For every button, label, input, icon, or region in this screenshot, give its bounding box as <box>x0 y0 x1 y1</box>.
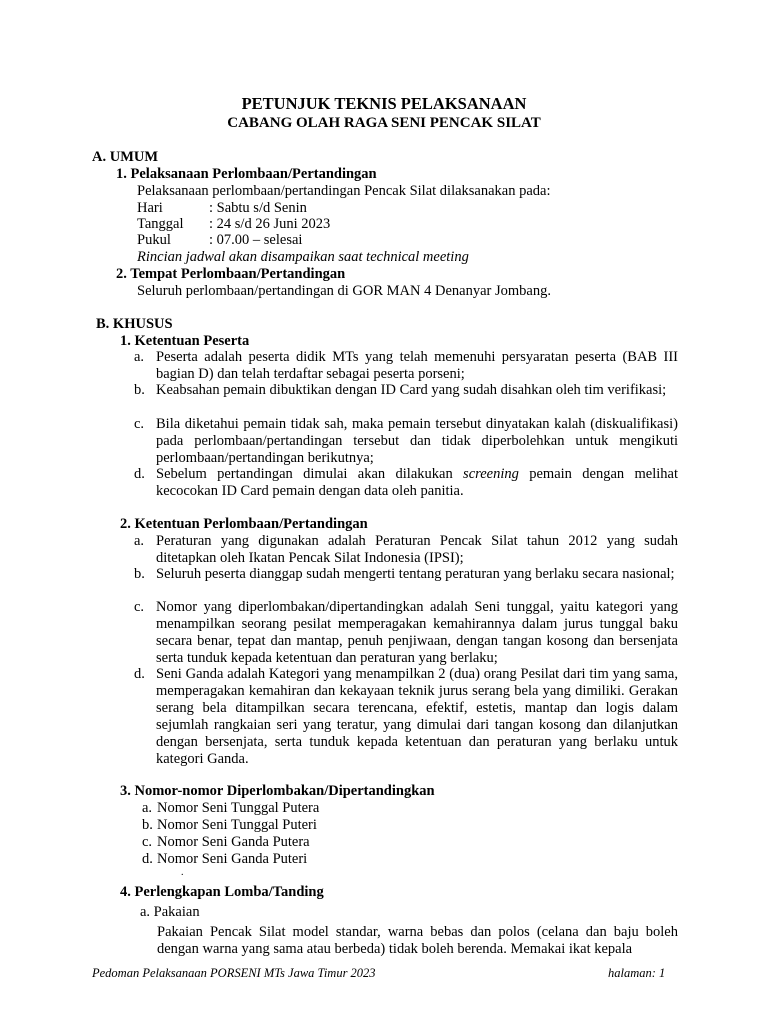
list-text-em: screening <box>463 466 519 482</box>
schedule-value: : 24 s/d 26 Juni 2023 <box>209 216 331 232</box>
document-title: PETUNJUK TEKNIS PELAKSANAAN <box>241 94 527 113</box>
schedule-note: Rincian jadwal akan disampaikan saat technical meeting <box>137 249 469 265</box>
list-text: Nomor yang diperlombakan/dipertandingkan adalah Seni tunggal, yaitu kategori yang menampilkan seorang pesilat memperagakan kemahirannya dalam jurus tunggal baku secara benar, tepat dan mantap, penuh penjiwaan, dengan tangan kosong dan bersenjata serta tunduk kepada ketentuan dan peraturan yang berlaku; <box>156 599 678 666</box>
section-b3-heading: 3. Nomor-nomor Diperlombakan/Dipertandingkan <box>120 783 435 799</box>
list-item <box>142 800 319 817</box>
list-text: Nomor Seni Ganda Putera <box>157 834 310 850</box>
list-text: Nomor Seni Ganda Puteri <box>157 851 308 867</box>
footer-left: Pedoman Pelaksanaan PORSENI MTs Jawa Timur 2023 <box>92 966 376 980</box>
list-marker: d. <box>134 466 145 482</box>
section-b4-text: Pakaian Pencak Silat model standar, warna bebas dan polos (celana dan baju boleh dengan warna yang sama atau berbeda) tidak boleh berenda. Memakai ikat kepala <box>157 924 678 957</box>
schedule-row-day <box>137 200 307 217</box>
section-a1-intro: Pelaksanaan perlombaan/pertandingan Pencak Silat dilaksanakan pada: <box>137 183 551 199</box>
section-b-heading: B. KHUSUS <box>96 316 173 332</box>
list-marker: a. <box>134 349 145 365</box>
list-item <box>134 533 678 567</box>
list-text <box>156 466 678 500</box>
list-item <box>134 566 678 583</box>
list-marker: b. <box>142 817 153 833</box>
list-marker: a. <box>134 533 145 549</box>
list-marker: a. <box>142 800 153 816</box>
section-b4-heading: 4. Perlengkapan Lomba/Tanding <box>120 884 324 900</box>
stray-dot: . <box>181 867 184 878</box>
list-text: Peraturan yang digunakan adalah Peraturan Pencak Silat tahun 2012 yang sudah ditetapkan oleh Ikatan Pencak Silat Indonesia (IPSI); <box>156 533 678 566</box>
document-subtitle: CABANG OLAH RAGA SENI PENCAK SILAT <box>227 115 541 131</box>
schedule-value: : Sabtu s/d Senin <box>209 200 307 216</box>
list-item <box>134 666 678 768</box>
section-a-heading: A. UMUM <box>92 149 159 165</box>
list-text: Keabsahan pemain dibuktikan dengan ID Card yang sudah disahkan oleh tim verifikasi; <box>156 382 667 398</box>
schedule-value: : 07.00 – selesai <box>209 232 303 248</box>
list-item <box>134 466 678 500</box>
list-marker: d. <box>142 851 153 867</box>
section-a2-heading: 2. Tempat Perlombaan/Pertandingan <box>116 266 346 282</box>
list-marker: c. <box>134 599 145 615</box>
list-marker: d. <box>134 666 145 682</box>
list-text: Nomor Seni Tunggal Putera <box>157 800 320 816</box>
list-marker: b. <box>134 382 145 398</box>
list-text: Nomor Seni Tunggal Puteri <box>157 817 317 833</box>
list-text: Bila diketahui pemain tidak sah, maka pemain tersebut dinyatakan kalah (diskualifikasi) pada perlombaan/pertandingan tersebut dan tidak diperbolehkan untuk mengikuti perlombaan/pertandingan berikutnya; <box>156 416 678 466</box>
footer-page-number: halaman: 1 <box>608 966 666 980</box>
list-item <box>134 382 678 399</box>
section-b1-heading: 1. Ketentuan Peserta <box>120 333 250 349</box>
schedule-row-time <box>137 232 302 249</box>
schedule-key: Hari <box>137 200 163 216</box>
schedule-key: Pukul <box>137 232 171 248</box>
list-text-pre: Sebelum pertandingan dimulai akan dilakukan <box>156 466 464 482</box>
list-item <box>134 416 678 467</box>
list-text: Peserta adalah peserta didik MTs yang telah memenuhi persyaratan peserta (BAB III bagian D) dan telah terdaftar sebagai peserta porseni; <box>156 349 678 382</box>
list-marker: c. <box>134 416 145 432</box>
list-item <box>134 599 678 667</box>
section-a1-heading: 1. Pelaksanaan Perlombaan/Pertandingan <box>116 166 377 182</box>
section-b4-sub: a. Pakaian <box>140 904 200 920</box>
list-text: Seluruh peserta dianggap sudah mengerti tentang peraturan yang berlaku secara nasional; <box>156 566 675 582</box>
schedule-key: Tanggal <box>137 216 184 232</box>
list-text-post: pemain dengan melihat kecocokan ID Card pemain dengan data oleh panitia. <box>156 466 678 499</box>
section-a2-text: Seluruh perlombaan/pertandingan di GOR MAN 4 Denanyar Jombang. <box>137 283 551 299</box>
list-item <box>142 834 310 851</box>
list-text: Seni Ganda adalah Kategori yang menampilkan 2 (dua) orang Pesilat dari tim yang sama, memperagakan kemahiran dan kekayaan teknik jurus serang bela yang dimiliki. Gerakan serang bela ditampilkan secara terencana, efektif, estetis, mantap dan logis dalam sejumlah rangkaian seri yang teratur, yang dimulai dari tangan kosong dan dilanjutkan dengan bersenjata, serta tunduk kepada ketentuan dan peraturan yang berlaku untuk kategori Ganda. <box>156 666 678 767</box>
list-marker: b. <box>134 566 145 582</box>
list-item <box>134 349 678 383</box>
list-item <box>142 817 317 834</box>
list-item <box>142 851 307 868</box>
schedule-row-date <box>137 216 330 233</box>
list-marker: c. <box>142 834 153 850</box>
section-b2-heading: 2. Ketentuan Perlombaan/Pertandingan <box>120 516 368 532</box>
